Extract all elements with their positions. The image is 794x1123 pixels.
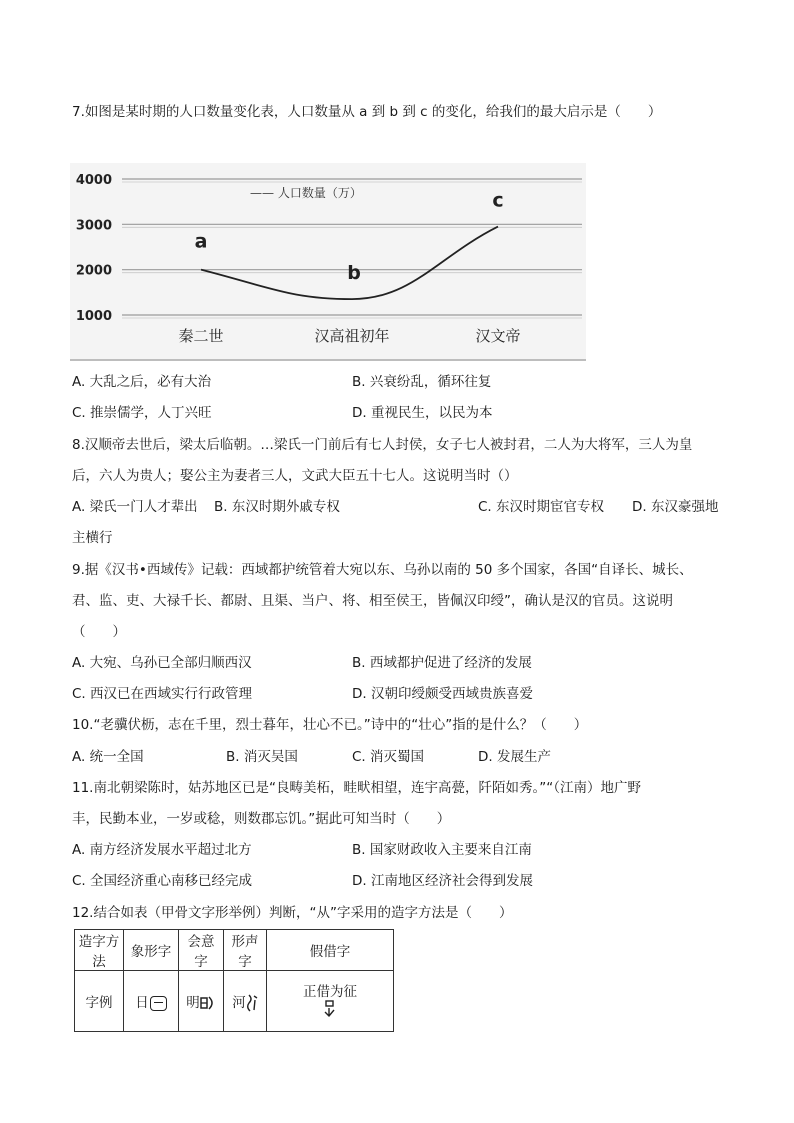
y-tick-label: 1000	[75, 309, 112, 324]
q11-option-c: C. 全国经济重心南移已经完成	[72, 873, 253, 889]
table-cell-loan-text: 正借为征	[303, 984, 357, 1000]
table-cell-he-text: 河	[232, 994, 246, 1011]
table-cell-ri-text: 日	[135, 995, 149, 1011]
q11-option-d: D. 江南地区经济社会得到发展	[352, 873, 533, 889]
q9-option-b: B. 西域都护促进了经济的发展	[352, 655, 532, 671]
population-chart-svg	[70, 163, 586, 359]
legend-label: —— 人口数量（万）	[250, 186, 362, 200]
q7-option-c: C. 推崇儒学，人丁兴旺	[72, 405, 212, 421]
q10-option-a: A. 统一全国	[72, 749, 144, 765]
y-tick-label: 2000	[75, 263, 112, 279]
table-header-ideographic: 会意字	[179, 930, 224, 971]
q8-line-2: 后，六人为贵人；娶公主为妻者三人，文武大臣五十七人。这说明当时（）	[72, 468, 518, 484]
q12-stem: 12.结合如表（甲骨文字形举例）判断，“从”字采用的造字方法是（ ）	[72, 905, 513, 921]
q8-option-d-cont: 主横行	[72, 530, 113, 546]
table-row-label: 字例	[75, 971, 124, 1032]
table-header-phonetic: 形声字	[224, 930, 267, 971]
y-tick-label: 4000	[75, 173, 112, 188]
y-tick-label: 3000	[75, 218, 112, 234]
q7-option-d: D. 重视民生，以民为本	[352, 405, 493, 421]
q10-option-d: D. 发展生产	[478, 749, 551, 765]
point-label-a: a	[194, 230, 208, 253]
table-cell-ming-text: 明	[186, 995, 200, 1011]
x-tick-label: 汉文帝	[475, 327, 521, 345]
population-chart	[70, 163, 586, 361]
q8-option-c: C. 东汉时期宦官专权	[478, 499, 605, 515]
point-label-b: b	[347, 262, 361, 285]
q9-option-d: D. 汉朝印绶颇受西域贵族喜爱	[352, 686, 533, 702]
oracle-ming-glyph-icon	[200, 995, 216, 1011]
character-method-table	[74, 929, 394, 1032]
q9-line-2: 君、监、吏、大禄千长、都尉、且渠、当户、将、相至侯王，皆佩汉印绶”，确认是汉的官员。这说明	[72, 593, 673, 609]
q9-line-1: 9.据《汉书•西域传》记载：西域都护统管着大宛以东、乌孙以南的 50 多个国家，各国“自译长、城长、	[72, 562, 693, 578]
q8-option-b: B. 东汉时期外戚专权	[214, 499, 340, 515]
q7-stem: 7.如图是某时期的人口数量变化表，人口数量从 a 到 b 到 c 的变化，给我们的最大启示是（ ）	[72, 104, 662, 120]
q8-line-1: 8.汉顺帝去世后，梁太后临朝。…梁氏一门前后有七人封侯，女子七人被封君，二人为大将军，三人为皇	[72, 437, 693, 453]
q9-option-a: A. 大宛、乌孙已全部归顺西汉	[72, 655, 252, 671]
q7-option-a: A. 大乱之后，必有大治	[72, 374, 212, 390]
table-cell-ri	[124, 971, 179, 1032]
q10-option-b: B. 消灭吴国	[226, 749, 298, 765]
table-cell-loan	[267, 971, 394, 1032]
q11-option-a: A. 南方经济发展水平超过北方	[72, 842, 252, 858]
q11-option-b: B. 国家财政收入主要来自江南	[352, 842, 532, 858]
q9-line-3: （ ）	[72, 624, 126, 640]
oracle-zheng-glyph-icon	[323, 1000, 337, 1018]
oracle-sun-glyph-icon	[150, 996, 167, 1011]
x-tick-label: 秦二世	[178, 327, 224, 345]
table-header-method: 造字方法	[75, 930, 124, 971]
q8-option-a: A. 梁氏一门人才辈出	[72, 499, 198, 515]
q11-line-2: 丰，民勤本业，一岁或稔，则数郡忘饥。”据此可知当时（ ）	[72, 811, 451, 827]
oracle-he-glyph-icon	[246, 994, 258, 1012]
q11-line-1: 11.南北朝梁陈时，姑苏地区已是“良畴美柘，畦畎相望，连宇高甍，阡陌如秀。”“（江南）地广野	[72, 780, 641, 796]
q10-option-c: C. 消灭蜀国	[352, 749, 425, 765]
table-header-loan: 假借字	[267, 930, 394, 971]
q7-option-b: B. 兴衰纷乱，循环往复	[352, 374, 492, 390]
q10-stem: 10.“老骥伏枥，志在千里，烈士暮年，壮心不已。”诗中的“壮心”指的是什么？（ ）	[72, 717, 588, 733]
point-label-c: c	[492, 189, 504, 212]
table-cell-he	[224, 971, 267, 1032]
table-header-pictographic: 象形字	[124, 930, 179, 971]
table-cell-ming	[179, 971, 224, 1032]
q8-option-d: D. 东汉豪强地	[632, 499, 719, 515]
x-tick-label: 汉高祖初年	[314, 327, 390, 345]
q9-option-c: C. 西汉已在西域实行行政管理	[72, 686, 253, 702]
